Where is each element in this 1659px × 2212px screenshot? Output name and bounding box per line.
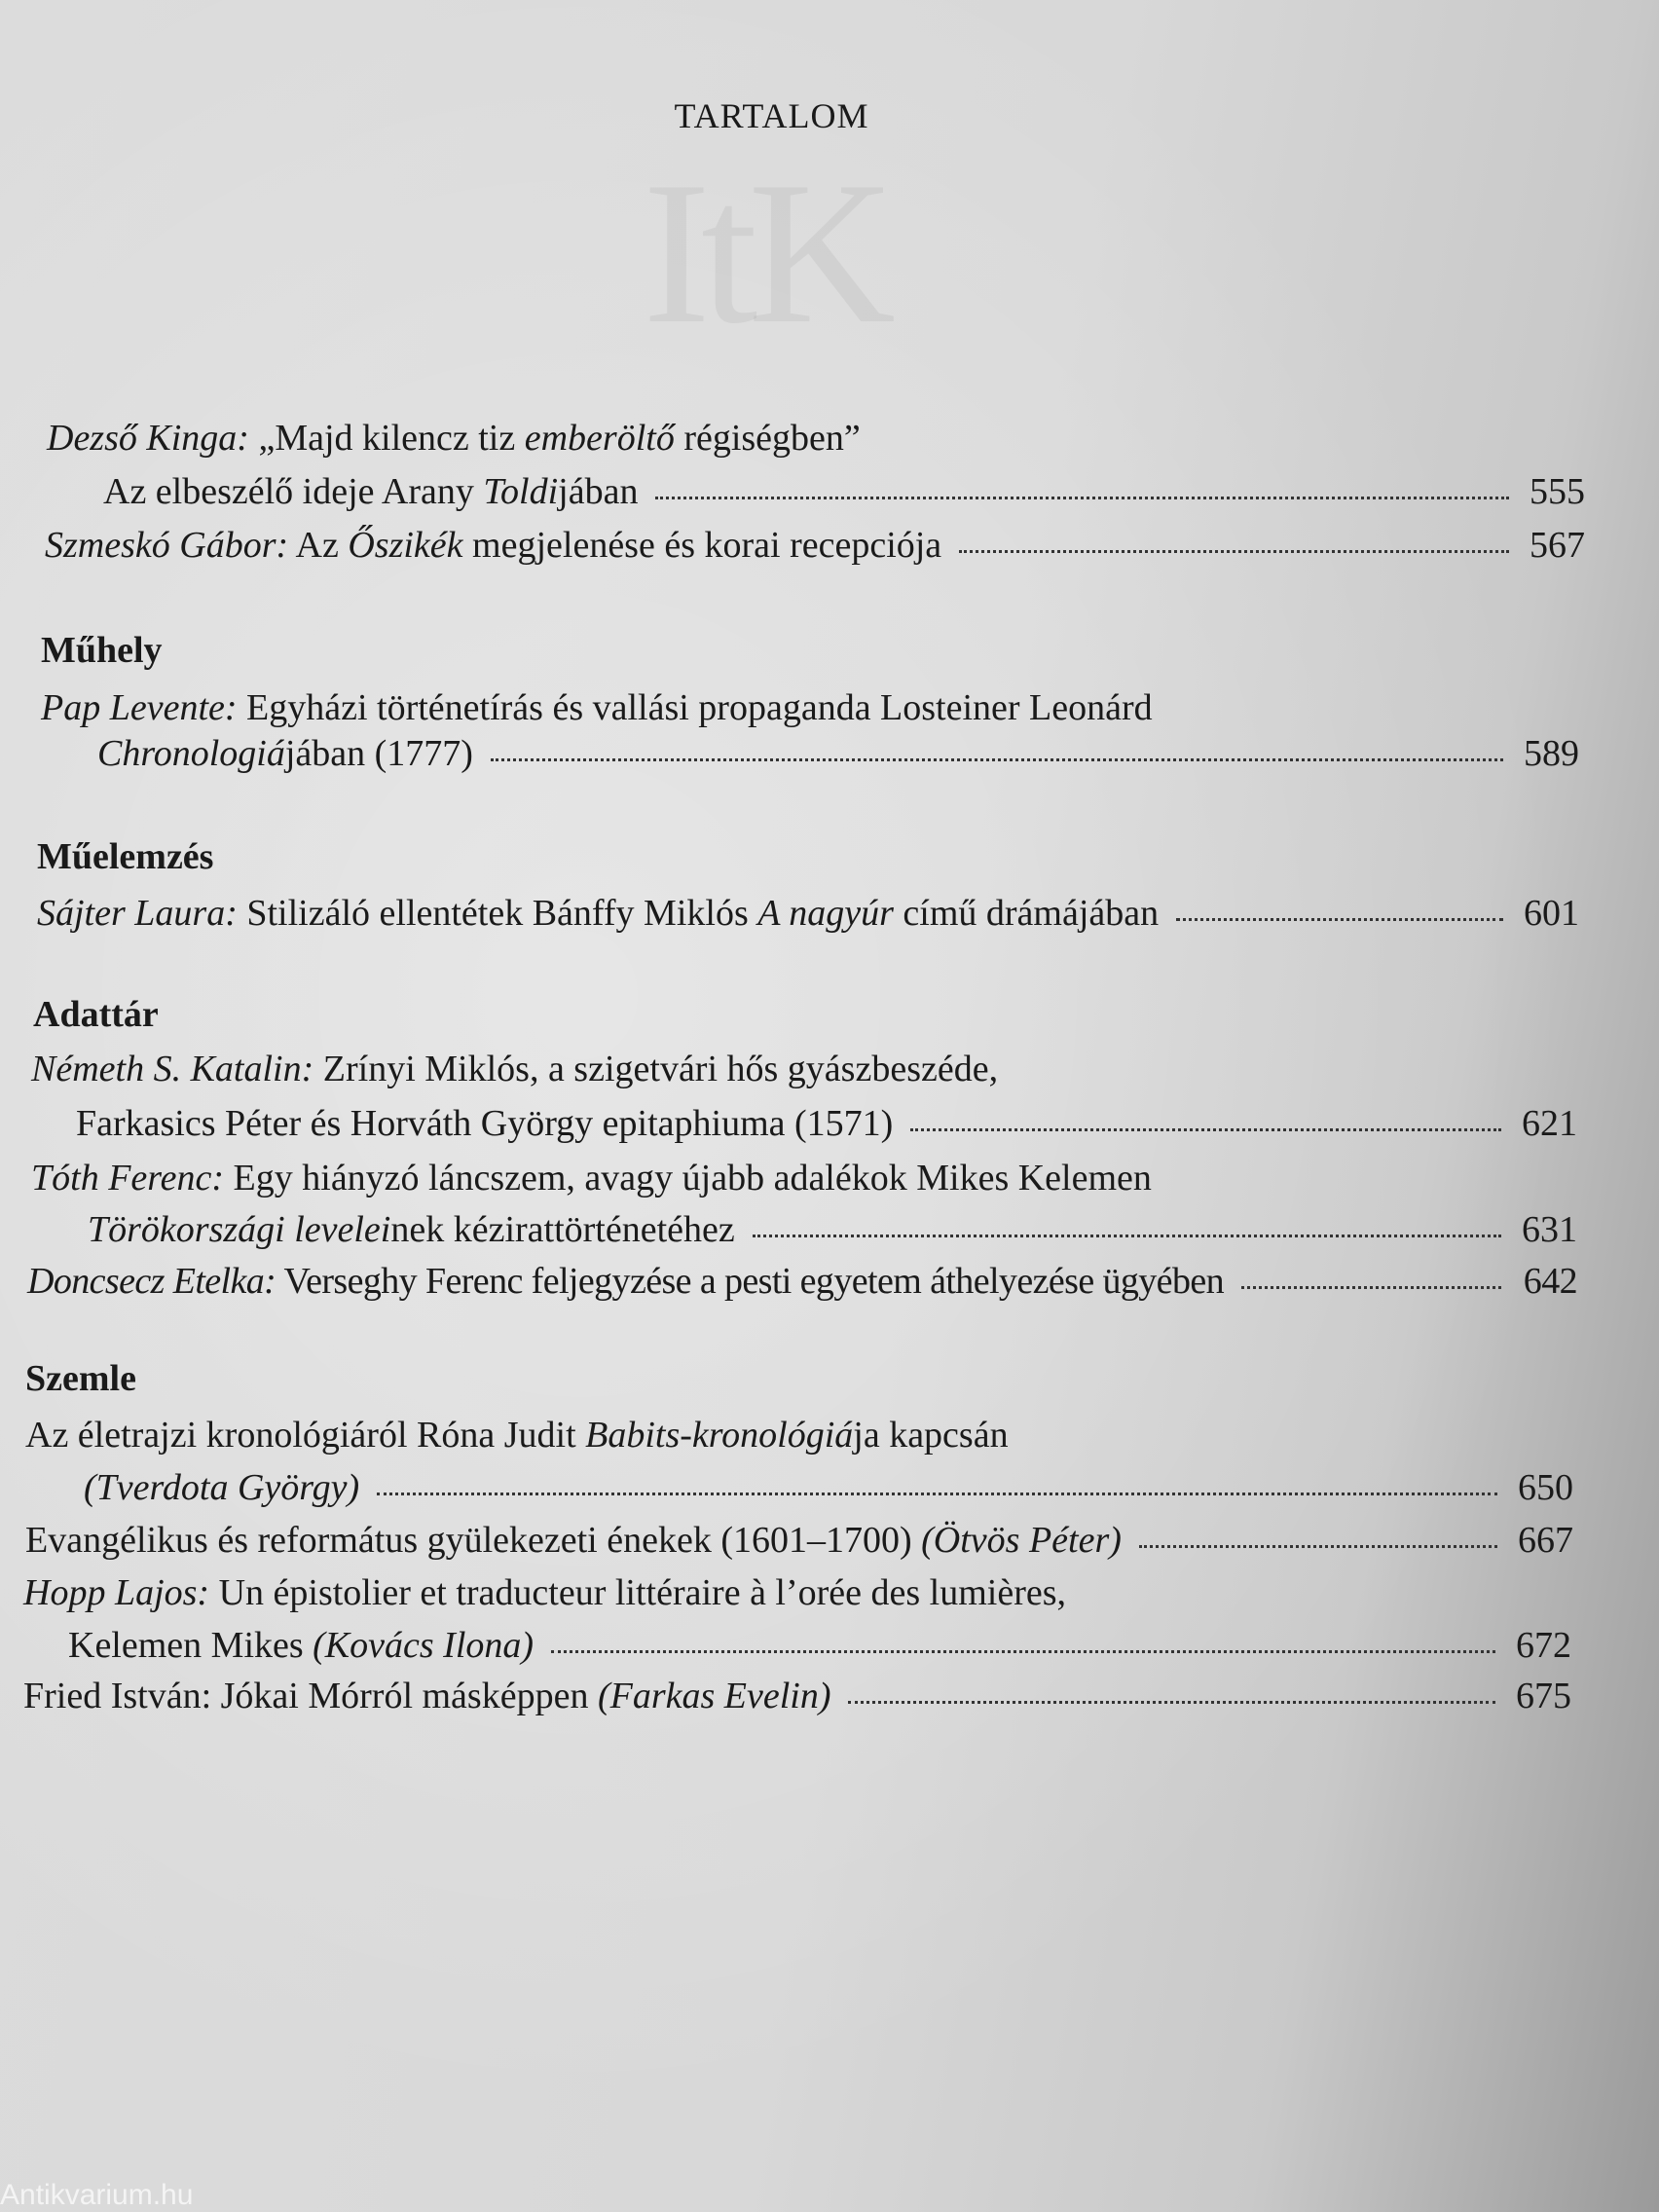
entry-title: Az életrajzi kronológiáról Róna Judit bbox=[25, 1415, 586, 1456]
page-number: 631 bbox=[1522, 1209, 1577, 1250]
entry-title: Un épistolier et traducteur littéraire à l’orée des lumières, bbox=[209, 1572, 1067, 1613]
toc-entry bbox=[27, 1260, 1577, 1303]
toc-entry bbox=[76, 1102, 1577, 1145]
leader-dots bbox=[377, 1491, 1497, 1495]
entry-author: Pap Levente: bbox=[41, 687, 238, 728]
page-number: 589 bbox=[1524, 733, 1579, 774]
leader-dots bbox=[959, 548, 1509, 553]
entry-title-italic: emberöltő bbox=[524, 418, 675, 459]
toc-entry bbox=[45, 524, 1585, 567]
toc-entry bbox=[97, 732, 1579, 775]
entry-author: Szmeskó Gábor: bbox=[45, 525, 289, 566]
entry-title: Farkasics Péter és Horváth György epitaphiuma (1571) bbox=[76, 1103, 894, 1144]
leader-dots bbox=[1176, 916, 1503, 921]
entry-title: nek kézirattörténetéhez bbox=[390, 1209, 735, 1250]
entry-author: Hopp Lajos: bbox=[23, 1572, 210, 1613]
page-number: 621 bbox=[1522, 1103, 1577, 1144]
entry-author: Doncsecz Etelka: bbox=[27, 1261, 276, 1302]
entry-title-italic: Chronologiá bbox=[97, 733, 285, 774]
toc-entry bbox=[47, 417, 1585, 460]
entry-title: jában bbox=[558, 471, 639, 512]
toc-entry bbox=[25, 1414, 1573, 1456]
entry-title-italic: A nagyúr bbox=[757, 893, 894, 934]
entry-title: Egy hiányzó láncszem, avagy újabb adalékok Mikes Kelemen bbox=[224, 1158, 1152, 1198]
entry-author: Tóth Ferenc: bbox=[31, 1158, 225, 1198]
page-number: 650 bbox=[1518, 1467, 1573, 1508]
entry-title: Kelemen Mikes bbox=[68, 1625, 313, 1666]
entry-title: Az bbox=[288, 525, 349, 566]
toc-entry bbox=[23, 1571, 1571, 1614]
page-number: 642 bbox=[1523, 1261, 1577, 1302]
entry-title-italic: (Farkas Evelin) bbox=[597, 1676, 831, 1716]
leader-dots bbox=[491, 756, 1503, 761]
page-number: 675 bbox=[1516, 1676, 1571, 1716]
entry-title: régiségben” bbox=[674, 418, 861, 459]
toc-entry bbox=[31, 1048, 1577, 1090]
section-heading: Adattár bbox=[33, 994, 159, 1035]
entry-title-italic: (Ötvös Péter) bbox=[921, 1520, 1122, 1561]
section-heading: Szemle bbox=[25, 1358, 136, 1399]
page-title: TARTALOM bbox=[674, 96, 869, 135]
entry-title-italic: Babits-kronológiá bbox=[585, 1415, 854, 1456]
toc-entry bbox=[23, 1675, 1571, 1717]
leader-dots bbox=[910, 1126, 1501, 1131]
toc-entry bbox=[68, 1624, 1571, 1667]
toc-entry bbox=[88, 1208, 1577, 1251]
entry-title: ja kapcsán bbox=[853, 1415, 1009, 1456]
entry-title: Evangélikus és református gyülekezeti énekek (1601–1700) bbox=[25, 1520, 922, 1561]
toc-entry bbox=[25, 1519, 1573, 1562]
entry-title: Az elbeszélő ideje Arany bbox=[103, 471, 484, 512]
leader-dots bbox=[655, 495, 1509, 499]
entry-title-italic: (Kovács Ilona) bbox=[313, 1625, 535, 1666]
section-heading: Műhely bbox=[41, 630, 163, 671]
toc-entry bbox=[31, 1157, 1577, 1199]
page-number: 667 bbox=[1518, 1520, 1573, 1561]
entry-author: Dezső Kinga: bbox=[47, 418, 249, 459]
entry-title-italic: Toldi bbox=[483, 471, 559, 512]
leader-dots bbox=[551, 1648, 1495, 1653]
entry-title-italic: Őszikék bbox=[348, 525, 463, 566]
leader-dots bbox=[1139, 1543, 1497, 1548]
leader-dots bbox=[753, 1233, 1501, 1237]
entry-title: Zrínyi Miklós, a szigetvári hős gyászbeszéde, bbox=[313, 1049, 999, 1089]
entry-title: Verseghy Ferenc feljegyzése a pesti egyetem áthelyezése ügyében bbox=[276, 1261, 1225, 1302]
toc-entry bbox=[41, 686, 1579, 729]
journal-logo-watermark: ItK bbox=[643, 140, 886, 366]
entry-title: Stilizáló ellentétek Bánffy Miklós bbox=[237, 893, 758, 934]
page-number: 672 bbox=[1516, 1625, 1571, 1666]
watermark-footer: Antikvarium.hu bbox=[0, 2179, 194, 2211]
entry-title: című drámájában bbox=[893, 893, 1160, 934]
leader-dots bbox=[1241, 1284, 1501, 1289]
toc-entry bbox=[37, 892, 1579, 935]
toc-entry bbox=[103, 470, 1585, 513]
entry-author: Sájter Laura: bbox=[37, 893, 238, 934]
page-number: 601 bbox=[1524, 893, 1579, 934]
entry-title: Egyházi történetírás és vallási propaganda Losteiner Leonárd bbox=[237, 687, 1153, 728]
toc-entry bbox=[84, 1466, 1573, 1509]
section-heading: Műelemzés bbox=[37, 836, 214, 877]
entry-title: jában (1777) bbox=[284, 733, 473, 774]
leader-dots bbox=[848, 1699, 1495, 1704]
entry-title: Fried István: Jókai Mórról másképpen bbox=[23, 1676, 598, 1716]
entry-title-italic: Törökországi levelei bbox=[88, 1209, 391, 1250]
entry-title: megjelenése és korai recepciója bbox=[462, 525, 942, 566]
entry-title: „Majd kilencz tiz bbox=[248, 418, 525, 459]
page-number: 567 bbox=[1530, 525, 1585, 566]
entry-title-italic: (Tverdota György) bbox=[84, 1467, 360, 1508]
page-number: 555 bbox=[1530, 471, 1585, 512]
entry-author: Németh S. Katalin: bbox=[31, 1049, 314, 1089]
